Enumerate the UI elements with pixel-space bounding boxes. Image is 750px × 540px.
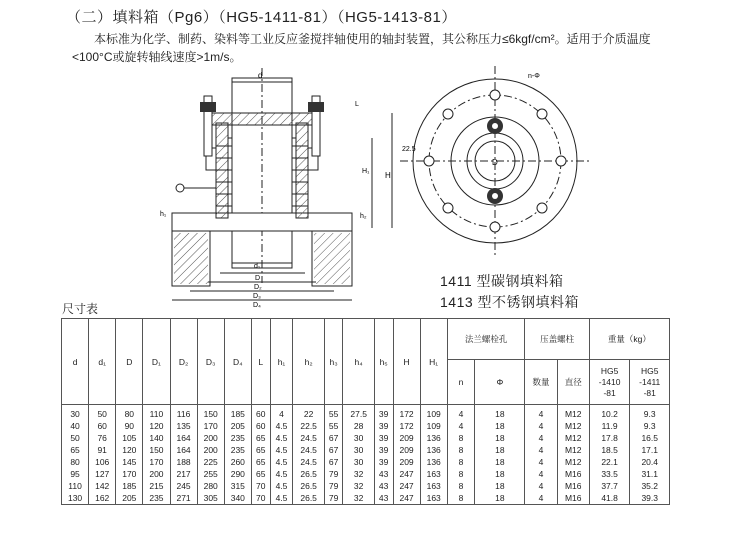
col-diameter: 直径 — [557, 360, 589, 405]
table-cell: M16 — [557, 492, 589, 505]
table-cell: 43 — [374, 480, 393, 492]
table-cell: 142 — [89, 480, 116, 492]
table-cell: 235 — [143, 492, 170, 505]
col-h2: h₂ — [293, 319, 324, 405]
table-cell: 145 — [116, 456, 143, 468]
table-cell: 18 — [475, 468, 525, 480]
col-D: D — [116, 319, 143, 405]
table-cell: 35.2 — [630, 480, 670, 492]
table-cell: 33.5 — [589, 468, 630, 480]
table-cell: 17.8 — [589, 432, 630, 444]
table-cell: 30 — [343, 456, 374, 468]
table-cell: 26.5 — [293, 480, 324, 492]
label-h2: h₂ — [360, 213, 367, 220]
col-H1: H₁ — [420, 319, 447, 405]
col-qty: 数量 — [525, 360, 557, 405]
table-cell: 30 — [62, 405, 89, 421]
table-cell: 217 — [170, 468, 197, 480]
table-cell: 4 — [525, 405, 557, 421]
col-weight-1411: HG5 -1411 -81 — [630, 360, 670, 405]
table-cell: 32 — [343, 468, 374, 480]
table-cell: 4.5 — [270, 492, 293, 505]
table-cell: 50 — [62, 432, 89, 444]
table-cell: 20.4 — [630, 456, 670, 468]
table-cell: 16.5 — [630, 432, 670, 444]
table-row — [62, 444, 670, 456]
table-cell: 205 — [224, 420, 251, 432]
table-cell: 24.5 — [293, 444, 324, 456]
table-cell: 209 — [393, 444, 420, 456]
section-drawing — [150, 68, 400, 308]
table-cell: 209 — [393, 456, 420, 468]
table-cell: 65 — [251, 432, 270, 444]
table-cell: 65 — [62, 444, 89, 456]
table-cell: 4.5 — [270, 468, 293, 480]
table-cell: 164 — [170, 444, 197, 456]
table-cell: 24.5 — [293, 432, 324, 444]
table-cell: 31.1 — [630, 468, 670, 480]
group-gland-studs: 压盖螺柱 — [525, 319, 589, 360]
table-cell: 225 — [197, 456, 224, 468]
table-cell: 280 — [197, 480, 224, 492]
col-L: L — [251, 319, 270, 405]
table-cell: 8 — [447, 432, 474, 444]
table-cell: 70 — [251, 480, 270, 492]
table-cell: 340 — [224, 492, 251, 505]
table-cell: 22.1 — [589, 456, 630, 468]
table-cell: 65 — [251, 468, 270, 480]
table-cell: 60 — [251, 405, 270, 421]
table-cell: 10.2 — [589, 405, 630, 421]
table-row — [62, 432, 670, 444]
table-row — [62, 405, 670, 421]
label-D2: D₂ — [254, 284, 262, 291]
table-cell: 4.5 — [270, 456, 293, 468]
col-D3: D₃ — [197, 319, 224, 405]
table-cell: 116 — [170, 405, 197, 421]
section-title: （二）填料箱（Pg6）（HG5-1411-81）（HG5-1413-81） — [66, 9, 457, 26]
table-cell: 18.5 — [589, 444, 630, 456]
table-cell: 43 — [374, 468, 393, 480]
table-cell: 120 — [116, 444, 143, 456]
top-view-drawing — [400, 66, 590, 266]
table-cell: 106 — [89, 456, 116, 468]
label-angle: 22.5 — [402, 146, 416, 153]
label-D: D — [255, 275, 261, 282]
col-h5: h₅ — [374, 319, 393, 405]
table-cell: 271 — [170, 492, 197, 505]
table-cell: 65 — [251, 444, 270, 456]
col-n: n — [447, 360, 474, 405]
size-table-body — [62, 405, 670, 505]
table-cell: 4.5 — [270, 444, 293, 456]
table-cell: 8 — [447, 444, 474, 456]
col-D4: D₄ — [224, 319, 251, 405]
table-cell: 130 — [62, 492, 89, 505]
table-cell: 80 — [62, 456, 89, 468]
table-cell: 8 — [447, 492, 474, 505]
table-cell: 162 — [89, 492, 116, 505]
table-cell: 163 — [420, 492, 447, 505]
table-cell: 22 — [293, 405, 324, 421]
label-d: d — [258, 71, 263, 80]
table-cell: 4 — [525, 456, 557, 468]
table-cell: 235 — [224, 432, 251, 444]
table-row — [62, 468, 670, 480]
table-cell: 4 — [525, 468, 557, 480]
table-cell: 247 — [393, 468, 420, 480]
table-cell: 4 — [447, 420, 474, 432]
table-cell: 150 — [143, 444, 170, 456]
table-cell: 105 — [116, 432, 143, 444]
table-cell: 90 — [116, 420, 143, 432]
table-cell: 9.3 — [630, 405, 670, 421]
table-cell: 260 — [224, 456, 251, 468]
table-row — [62, 492, 670, 505]
table-cell: 39.3 — [630, 492, 670, 505]
table-cell: 30 — [343, 432, 374, 444]
table-cell: 95 — [62, 468, 89, 480]
table-cell: 24.5 — [293, 456, 324, 468]
intro-paragraph — [72, 30, 702, 66]
col-h4: h₄ — [343, 319, 374, 405]
table-cell: 136 — [420, 456, 447, 468]
table-cell: 18 — [475, 420, 525, 432]
col-H: H — [393, 319, 420, 405]
table-cell: 109 — [420, 405, 447, 421]
table-cell: 39 — [374, 456, 393, 468]
label-D4: D₄ — [253, 302, 261, 308]
table-cell: 120 — [143, 420, 170, 432]
table-cell: M12 — [557, 456, 589, 468]
intro-line-1: 本标准为化学、制药、染料等工业反应釜搅拌轴使用的轴封装置，其公称压力≤6kgf/cm²。适用于介质温度 — [94, 32, 651, 46]
table-cell: 4 — [525, 492, 557, 505]
size-table-label: 尺寸表 — [62, 302, 99, 316]
table-cell: 109 — [420, 420, 447, 432]
table-cell: 140 — [143, 432, 170, 444]
table-cell: 185 — [224, 405, 251, 421]
table-cell: 32 — [343, 492, 374, 505]
caption-1413: 1413 型不锈钢填料箱 — [440, 294, 580, 310]
size-table — [61, 318, 670, 505]
table-cell: 164 — [170, 432, 197, 444]
table-cell: 60 — [89, 420, 116, 432]
table-cell: 41.8 — [589, 492, 630, 505]
table-cell: 67 — [324, 456, 343, 468]
table-cell: 136 — [420, 432, 447, 444]
table-cell: 4 — [525, 432, 557, 444]
table-cell: 40 — [62, 420, 89, 432]
table-cell: 39 — [374, 432, 393, 444]
col-h3: h₃ — [324, 319, 343, 405]
group-weight: 重量（kg） — [589, 319, 669, 360]
table-cell: 209 — [393, 432, 420, 444]
table-cell: 4 — [525, 480, 557, 492]
col-h1: h₁ — [270, 319, 293, 405]
table-cell: 163 — [420, 468, 447, 480]
table-cell: 4 — [270, 405, 293, 421]
table-cell: 136 — [420, 444, 447, 456]
table-cell: 135 — [170, 420, 197, 432]
table-cell: 55 — [324, 405, 343, 421]
table-cell: 79 — [324, 492, 343, 505]
table-cell: 4 — [525, 420, 557, 432]
table-cell: 172 — [393, 420, 420, 432]
table-cell: 185 — [116, 480, 143, 492]
table-cell: 67 — [324, 444, 343, 456]
table-cell: 60 — [251, 420, 270, 432]
table-cell: 18 — [475, 432, 525, 444]
table-cell: 26.5 — [293, 492, 324, 505]
table-cell: 18 — [475, 480, 525, 492]
table-cell: 50 — [89, 405, 116, 421]
label-h1: h₁ — [160, 211, 167, 218]
table-cell: 70 — [251, 492, 270, 505]
table-cell: 39 — [374, 420, 393, 432]
table-cell: 30 — [343, 444, 374, 456]
col-d: d — [62, 319, 89, 405]
table-cell: M12 — [557, 420, 589, 432]
col-D1: D₁ — [143, 319, 170, 405]
label-nphi: n-Φ — [528, 73, 540, 80]
table-cell: 55 — [324, 420, 343, 432]
table-cell: 170 — [143, 456, 170, 468]
table-cell: 18 — [475, 456, 525, 468]
table-cell: 110 — [62, 480, 89, 492]
table-cell: 247 — [393, 480, 420, 492]
table-cell: 127 — [89, 468, 116, 480]
table-cell: 235 — [224, 444, 251, 456]
table-cell: 215 — [143, 480, 170, 492]
table-cell: 76 — [89, 432, 116, 444]
table-cell: 28 — [343, 420, 374, 432]
table-cell: 9.3 — [630, 420, 670, 432]
table-cell: 17.1 — [630, 444, 670, 456]
table-cell: 8 — [447, 456, 474, 468]
table-cell: 205 — [116, 492, 143, 505]
table-cell: 110 — [143, 405, 170, 421]
table-cell: 170 — [197, 420, 224, 432]
table-cell: 290 — [224, 468, 251, 480]
label-D3: D₃ — [253, 293, 261, 300]
table-cell: 79 — [324, 480, 343, 492]
label-H: H — [385, 171, 391, 180]
table-cell: 200 — [197, 444, 224, 456]
col-D2: D₂ — [170, 319, 197, 405]
table-cell: 200 — [197, 432, 224, 444]
label-d1: d₁ — [254, 263, 261, 270]
table-cell: 255 — [197, 468, 224, 480]
table-cell: 170 — [116, 468, 143, 480]
label-D-top: D — [492, 158, 498, 167]
table-cell: 188 — [170, 456, 197, 468]
table-cell: 163 — [420, 480, 447, 492]
table-row — [62, 456, 670, 468]
col-d1: d₁ — [89, 319, 116, 405]
table-cell: M12 — [557, 405, 589, 421]
table-cell: 27.5 — [343, 405, 374, 421]
table-cell: 150 — [197, 405, 224, 421]
table-cell: 37.7 — [589, 480, 630, 492]
table-cell: 80 — [116, 405, 143, 421]
table-cell: 4 — [447, 405, 474, 421]
table-cell: 245 — [170, 480, 197, 492]
table-cell: 91 — [89, 444, 116, 456]
table-cell: 4.5 — [270, 480, 293, 492]
table-cell: 32 — [343, 480, 374, 492]
col-weight-1410: HG5 -1410 -81 — [589, 360, 630, 405]
table-cell: 11.9 — [589, 420, 630, 432]
table-cell: 18 — [475, 492, 525, 505]
table-cell: 43 — [374, 492, 393, 505]
table-row — [62, 480, 670, 492]
label-H1: H₁ — [362, 168, 370, 175]
table-cell: 4.5 — [270, 432, 293, 444]
caption-1411: 1411 型碳钢填料箱 — [440, 273, 564, 289]
table-cell: M12 — [557, 432, 589, 444]
table-cell: 8 — [447, 480, 474, 492]
table-cell: 18 — [475, 405, 525, 421]
table-cell: 4.5 — [270, 420, 293, 432]
table-cell: 200 — [143, 468, 170, 480]
table-cell: 4 — [525, 444, 557, 456]
table-cell: M16 — [557, 468, 589, 480]
table-cell: M12 — [557, 444, 589, 456]
table-cell: 305 — [197, 492, 224, 505]
intro-line-2: <100°C或旋转轴线速度>1m/s。 — [72, 50, 242, 64]
table-cell: 315 — [224, 480, 251, 492]
table-cell: 247 — [393, 492, 420, 505]
table-cell: 79 — [324, 468, 343, 480]
table-row — [62, 420, 670, 432]
group-flange-bolt-holes: 法兰螺栓孔 — [447, 319, 525, 360]
table-cell: 8 — [447, 468, 474, 480]
table-cell: 39 — [374, 444, 393, 456]
table-cell: 172 — [393, 405, 420, 421]
table-cell: 67 — [324, 432, 343, 444]
table-cell: 18 — [475, 444, 525, 456]
label-L: L — [355, 101, 359, 108]
table-cell: 22.5 — [293, 420, 324, 432]
table-cell: 65 — [251, 456, 270, 468]
table-cell: 26.5 — [293, 468, 324, 480]
table-cell: 39 — [374, 405, 393, 421]
col-phi: Φ — [475, 360, 525, 405]
table-cell: M16 — [557, 480, 589, 492]
